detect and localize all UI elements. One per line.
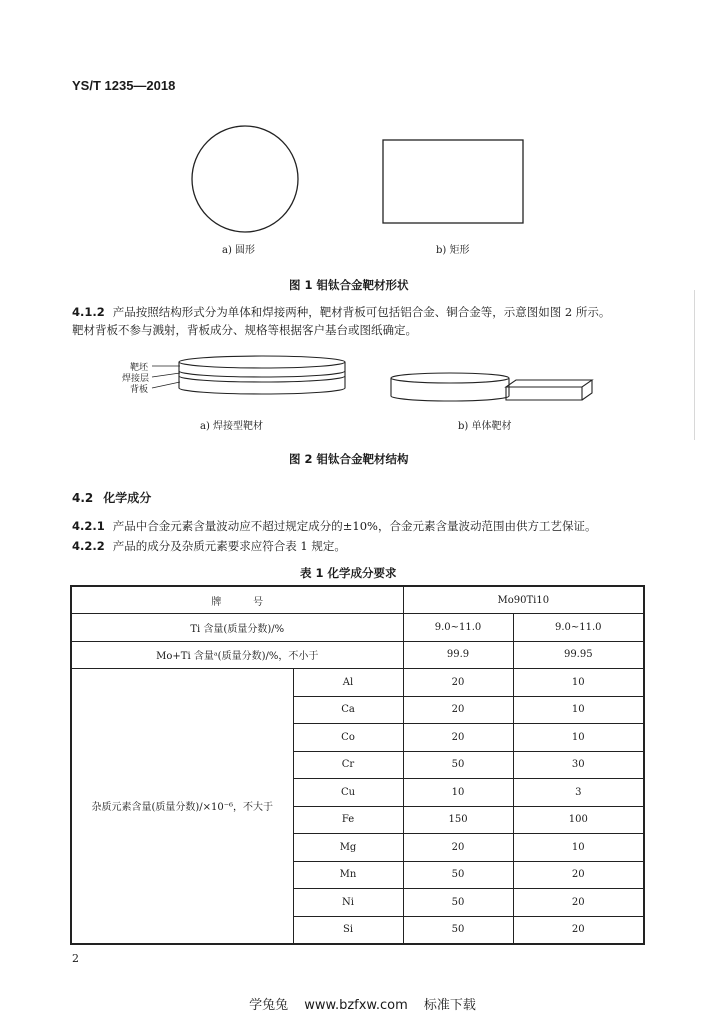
table-row-moti <box>71 641 644 669</box>
impurity-value-cell-2: 10 <box>513 669 644 697</box>
impurity-value-cell-1: 20 <box>403 834 513 862</box>
impurity-label-cell: 杂质元素含量(质量分数)/×10⁻⁶，不大于 <box>71 669 293 944</box>
scan-edge-mark <box>694 290 695 440</box>
impurity-value-cell-1: 20 <box>403 724 513 752</box>
element-cell: Mg <box>293 834 403 862</box>
ti-value-cell-2: 9.0~11.0 <box>513 614 644 642</box>
element-cell: Cu <box>293 779 403 807</box>
clause-number-4-2-1: 4.2.1 <box>72 519 105 533</box>
monolithic-bar-shape <box>506 380 592 400</box>
figure2-title: 图 2 钼钛合金靶材结构 <box>289 452 409 466</box>
round-target-shape <box>192 126 298 232</box>
impurity-value-cell-2: 10 <box>513 834 644 862</box>
section-heading-4-2 <box>72 489 151 506</box>
impurity-value-cell-2: 3 <box>513 779 644 807</box>
paragraph-4-1-2 <box>72 303 662 339</box>
figure1-subcaption-b: b) 矩形 <box>436 245 470 256</box>
figure2-drawings <box>120 352 600 414</box>
element-cell: Ca <box>293 696 403 724</box>
chemical-composition-table <box>70 585 645 945</box>
impurity-value-cell-1: 50 <box>403 861 513 889</box>
paragraph-4-2-2-text: 产品的成分及杂质元素要求应符合表 1 规定。 <box>112 539 346 553</box>
footer-site-name: 学兔兔 <box>249 998 289 1013</box>
element-cell: Co <box>293 724 403 752</box>
moti-label-cell: Mo+Ti 含量ᵃ(质量分数)/%，不小于 <box>71 641 403 669</box>
impurity-value-cell-1: 10 <box>403 779 513 807</box>
table1-title: 表 1 化学成分要求 <box>300 566 397 580</box>
element-cell: Al <box>293 669 403 697</box>
paragraph-4-1-2-line1: 产品按照结构形式分为单体和焊接两种，靶材背板可包括铝合金、铜合金等，示意图如图 2 所示。 <box>112 305 611 319</box>
ti-value-cell-1: 9.0~11.0 <box>403 614 513 642</box>
welded-target-shape <box>179 356 345 394</box>
impurity-value-cell-2: 100 <box>513 806 644 834</box>
paragraph-4-2-1-text: 产品中合金元素含量波动应不超过规定成分的±10%，合金元素含量波动范围由供方工艺保证。 <box>112 519 597 533</box>
impurity-value-cell-2: 10 <box>513 696 644 724</box>
table-row <box>71 669 644 697</box>
figure2-subcaption-b: b) 单体靶材 <box>458 421 512 432</box>
page-number: 2 <box>72 952 79 965</box>
grade-label-cell: 牌 号 <box>71 586 403 614</box>
impurity-value-cell-1: 20 <box>403 696 513 724</box>
rectangular-target-shape <box>383 140 523 223</box>
element-cell: Cr <box>293 751 403 779</box>
impurity-value-cell-2: 20 <box>513 916 644 944</box>
element-cell: Fe <box>293 806 403 834</box>
ti-label-cell: Ti 含量(质量分数)/% <box>71 614 403 642</box>
paragraph-4-1-2-line2: 靶材背板不参与溅射，背板成分、规格等根据客户基台或图纸确定。 <box>72 323 417 337</box>
impurity-value-cell-2: 20 <box>513 861 644 889</box>
section-title: 化学成分 <box>103 491 152 505</box>
footer-tagline: 标准下载 <box>423 998 476 1013</box>
clause-number-4-1-2: 4.1.2 <box>72 305 105 319</box>
impurity-value-cell-1: 50 <box>403 889 513 917</box>
impurity-value-cell-2: 10 <box>513 724 644 752</box>
figure2-label-backing-plate: 背板 <box>130 385 149 395</box>
moti-value-cell-1: 99.9 <box>403 641 513 669</box>
grade-value-cell: Mo90Ti10 <box>403 586 644 614</box>
element-cell: Mn <box>293 861 403 889</box>
footer-url[interactable]: www.bzfxw.com <box>304 998 408 1013</box>
table-row-grade <box>71 586 644 614</box>
element-cell: Si <box>293 916 403 944</box>
figure1-title: 图 1 钼钛合金靶材形状 <box>289 278 409 292</box>
element-cell: Ni <box>293 889 403 917</box>
table-row-ti <box>71 614 644 642</box>
paragraph-4-2-2 <box>72 537 662 555</box>
monolithic-disc-shape <box>391 373 509 401</box>
clause-number-4-2-2: 4.2.2 <box>72 539 105 553</box>
figure2-subcaption-a: a) 焊接型靶材 <box>200 421 264 432</box>
impurity-value-cell-2: 30 <box>513 751 644 779</box>
paragraph-4-2-1 <box>72 517 662 535</box>
impurity-value-cell-2: 20 <box>513 889 644 917</box>
figure2-label-target-blank: 靶坯 <box>130 363 149 373</box>
figure2-label-weld-layer: 焊接层 <box>122 374 150 384</box>
section-number: 4.2 <box>72 491 94 505</box>
impurity-value-cell-1: 50 <box>403 916 513 944</box>
figure1-drawings <box>180 125 540 240</box>
impurity-value-cell-1: 20 <box>403 669 513 697</box>
impurity-value-cell-1: 50 <box>403 751 513 779</box>
leader-lines <box>152 366 180 388</box>
impurity-value-cell-1: 150 <box>403 806 513 834</box>
figure1-subcaption-a: a) 圆形 <box>222 245 256 256</box>
document-code: YS/T 1235—2018 <box>72 78 176 93</box>
footer-watermark <box>0 994 725 1013</box>
moti-value-cell-2: 99.95 <box>513 641 644 669</box>
